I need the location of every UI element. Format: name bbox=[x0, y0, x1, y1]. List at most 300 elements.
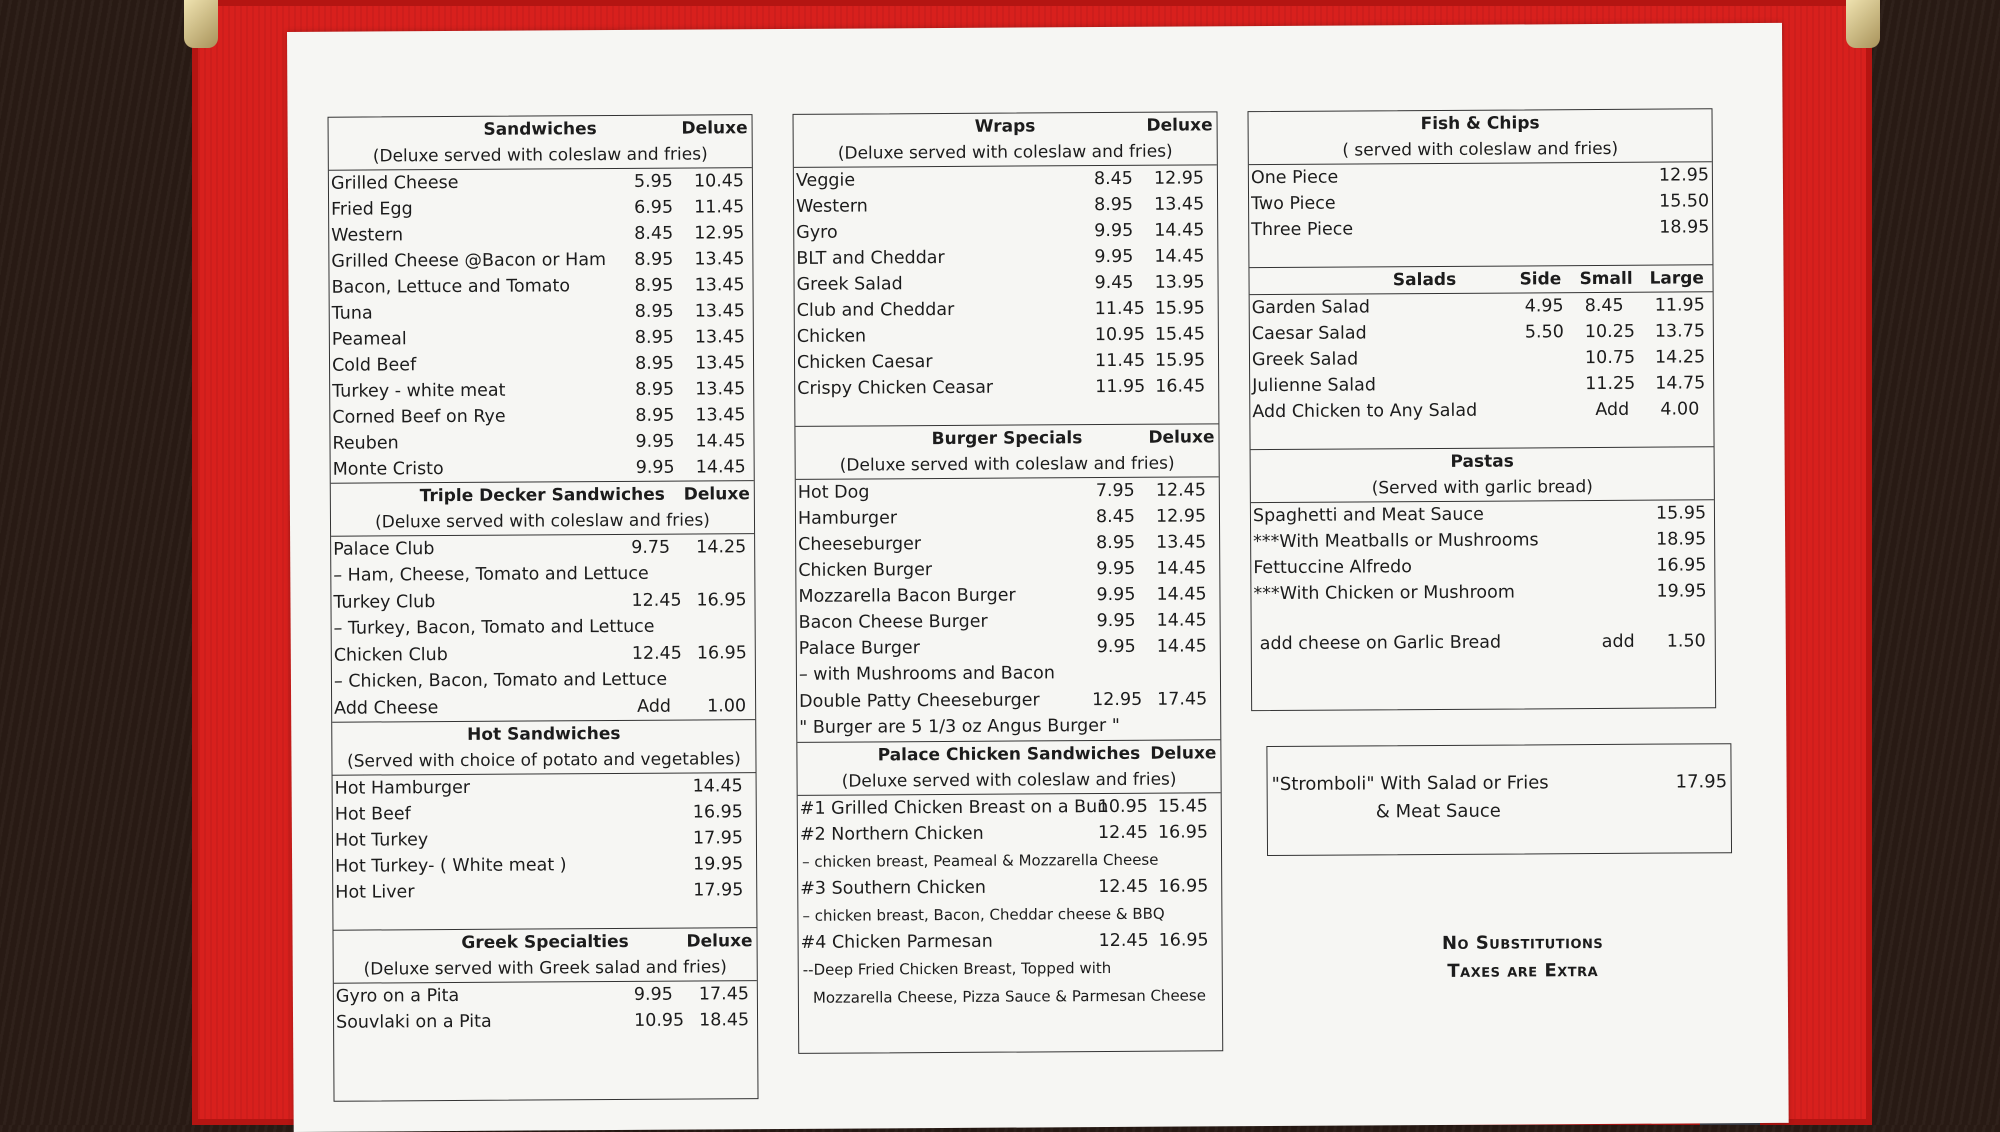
item-name: Add Chicken to Any Salad bbox=[1252, 400, 1478, 423]
price-large: 13.75 bbox=[1654, 321, 1706, 342]
deluxe-heading: Deluxe bbox=[683, 484, 750, 505]
menu-item-row bbox=[1249, 162, 1712, 191]
menu-item-row bbox=[333, 825, 756, 854]
item-price: 17.95 bbox=[693, 880, 744, 901]
menu-item-row bbox=[334, 1007, 757, 1036]
item-deluxe-price: 13.45 bbox=[694, 275, 745, 296]
item-price: 14.45 bbox=[692, 776, 743, 797]
garlic-bread-row bbox=[1252, 628, 1715, 657]
item-name: #3 Southern Chicken bbox=[800, 877, 987, 899]
menu-item-row bbox=[795, 373, 1218, 402]
right-column-box bbox=[1248, 108, 1717, 711]
price-small: 11.25 bbox=[1585, 373, 1636, 395]
item-name: Gyro bbox=[796, 222, 838, 243]
item-name: Western bbox=[331, 225, 404, 246]
add-label: Add bbox=[1595, 399, 1630, 421]
spacer bbox=[1249, 240, 1712, 267]
item-name: Palace Club bbox=[333, 539, 435, 560]
item-name: Gyro on a Pita bbox=[335, 985, 460, 1007]
fish-section bbox=[1249, 109, 1713, 267]
item-deluxe-price: 16.95 bbox=[1158, 876, 1209, 897]
section-title: Triple Decker Sandwiches bbox=[419, 484, 665, 507]
deluxe-heading: Deluxe bbox=[1150, 743, 1217, 764]
section-title: Burger Specials bbox=[931, 428, 1083, 450]
item-deluxe-price: 15.95 bbox=[1154, 298, 1205, 319]
section-title: Greek Specialties bbox=[461, 931, 629, 953]
item-list bbox=[796, 477, 1220, 662]
item-name: Mozzarella Bacon Burger bbox=[798, 585, 1016, 607]
item-name: Peameal bbox=[331, 329, 407, 350]
menu-item-row bbox=[333, 799, 756, 828]
item-name: ***With Meatballs or Mushrooms bbox=[1253, 530, 1539, 553]
item-deluxe-price: 14.45 bbox=[1154, 246, 1205, 267]
item-price: 9.95 bbox=[635, 431, 675, 452]
item-name: Bacon Cheese Burger bbox=[798, 611, 988, 633]
menu-item-row bbox=[333, 877, 756, 906]
item-price: 12.45 bbox=[631, 590, 682, 611]
spacer bbox=[795, 399, 1218, 426]
item-deluxe-price: 16.45 bbox=[1155, 376, 1206, 397]
menu-item-row bbox=[1250, 344, 1713, 373]
column-side: Side bbox=[1519, 269, 1562, 290]
item-name: Souvlaki on a Pita bbox=[335, 1011, 492, 1033]
item-price: 15.50 bbox=[1659, 191, 1710, 212]
item-price: 8.45 bbox=[634, 223, 674, 244]
left-column-box bbox=[328, 114, 759, 1102]
price-large: 14.25 bbox=[1654, 347, 1706, 368]
item-list bbox=[329, 168, 754, 483]
item-price: 18.95 bbox=[1659, 217, 1710, 238]
stromboli-box bbox=[1266, 743, 1732, 856]
item-price: 19.95 bbox=[1656, 581, 1707, 602]
section-header bbox=[1251, 447, 1714, 477]
menu-page bbox=[287, 23, 1789, 1132]
item-price: 10.95 bbox=[633, 1010, 685, 1031]
menu-item-row bbox=[798, 873, 1221, 902]
item-name: Hot Beef bbox=[334, 804, 411, 825]
section-subtitle: ( served with coleslaw and fries) bbox=[1249, 136, 1712, 165]
section-header bbox=[329, 115, 752, 145]
price-side: 5.50 bbox=[1524, 322, 1564, 343]
item-price: 9.95 bbox=[1096, 636, 1136, 658]
item-name: Greek Salad bbox=[796, 274, 903, 295]
item-name: Grilled Cheese bbox=[330, 172, 459, 194]
stromboli-name: "Stromboli" With Salad or Fries bbox=[1271, 772, 1549, 795]
item-price: 8.95 bbox=[1094, 194, 1134, 216]
item-deluxe-price: 13.45 bbox=[694, 249, 745, 270]
item-price: 9.95 bbox=[1096, 610, 1136, 632]
item-price: 15.95 bbox=[1655, 503, 1707, 524]
item-name: Hot Hamburger bbox=[334, 777, 471, 799]
item-name: Hot Liver bbox=[335, 882, 415, 903]
greek-section bbox=[333, 927, 757, 1036]
price-small: 8.45 bbox=[1584, 295, 1624, 317]
item-deluxe-price: 17.45 bbox=[1157, 689, 1208, 710]
item-list bbox=[1249, 162, 1712, 243]
item-deluxe-price: 15.45 bbox=[1157, 796, 1208, 817]
spacer bbox=[333, 903, 756, 930]
section-subtitle: (Deluxe served with Greek salad and fries) bbox=[334, 955, 757, 984]
item-list bbox=[331, 534, 755, 696]
item-price: 7.95 bbox=[1095, 480, 1135, 502]
price-large: 11.95 bbox=[1654, 295, 1705, 316]
item-price: 9.95 bbox=[635, 457, 675, 478]
middle-column-box bbox=[793, 111, 1224, 1054]
item-list bbox=[333, 773, 757, 906]
item-price: 16.95 bbox=[1656, 555, 1707, 576]
item-name: Three Piece bbox=[1251, 219, 1354, 241]
item-deluxe-price: 11.45 bbox=[694, 197, 745, 218]
palace-chicken-section bbox=[797, 739, 1222, 1012]
menu-item-row bbox=[330, 376, 753, 405]
section-header bbox=[333, 928, 756, 958]
item-price: 8.45 bbox=[1095, 506, 1136, 528]
item-list bbox=[1250, 292, 1714, 399]
price-large: 14.75 bbox=[1655, 373, 1706, 394]
right-corner-ornament bbox=[1846, 0, 1880, 48]
section-title: Pastas bbox=[1450, 451, 1514, 472]
item-deluxe-price: 13.45 bbox=[694, 353, 746, 374]
section-title: Palace Chicken Sandwiches bbox=[877, 743, 1141, 766]
salads-section bbox=[1249, 264, 1713, 449]
item-name: Hot Turkey bbox=[334, 830, 429, 851]
menu-item-row bbox=[796, 581, 1219, 610]
item-price: 11.45 bbox=[1094, 350, 1146, 372]
salads-header bbox=[1249, 265, 1712, 295]
add-chicken-row bbox=[1250, 396, 1713, 425]
item-deluxe-price: 14.45 bbox=[695, 431, 746, 452]
parmesan-note: --Deep Fried Chicken Breast, Topped with bbox=[802, 958, 1112, 979]
item-note: – Ham, Cheese, Tomato and Lettuce bbox=[333, 563, 649, 586]
item-note: – chicken breast, Peameal & Mozzarella Cheese bbox=[802, 850, 1159, 871]
menu-item-row bbox=[329, 168, 752, 197]
section-subtitle: (Deluxe served with coleslaw and fries) bbox=[331, 508, 754, 537]
menu-item-row bbox=[794, 191, 1217, 220]
price-small: 10.75 bbox=[1584, 347, 1636, 369]
item-price: 8.95 bbox=[634, 249, 674, 270]
item-deluxe-price: 16.95 bbox=[1158, 930, 1209, 951]
item-deluxe-price: 15.95 bbox=[1154, 350, 1206, 371]
item-name: Club and Cheddar bbox=[796, 299, 955, 321]
item-deluxe-price: 12.45 bbox=[1155, 480, 1206, 501]
menu-item-row bbox=[329, 246, 752, 275]
menu-item-row bbox=[329, 194, 752, 223]
item-name: Veggie bbox=[795, 170, 856, 191]
item-name: Hot Turkey- ( White meat ) bbox=[335, 855, 567, 877]
item-name: Corned Beef on Rye bbox=[332, 406, 506, 428]
item-list bbox=[794, 165, 1218, 402]
item-name: #4 Chicken Parmesan bbox=[800, 931, 993, 953]
item-name: Reuben bbox=[332, 433, 399, 454]
item-name: One Piece bbox=[1250, 167, 1339, 189]
item-price: 9.75 bbox=[631, 537, 671, 558]
item-deluxe-price: 14.45 bbox=[1156, 558, 1207, 579]
item-name: Turkey - white meat bbox=[332, 380, 506, 402]
triple-decker-section bbox=[331, 480, 755, 722]
item-list bbox=[334, 981, 757, 1036]
item-name: Hot Dog bbox=[797, 482, 870, 503]
item-note: – chicken breast, Bacon, Cheddar cheese & BBQ bbox=[802, 904, 1165, 925]
item-price: 10.95 bbox=[1097, 796, 1148, 818]
menu-item-row bbox=[795, 347, 1218, 376]
item-name: Julienne Salad bbox=[1252, 375, 1377, 397]
menu-item-row bbox=[797, 633, 1220, 662]
item-deluxe-price: 14.25 bbox=[696, 537, 747, 558]
item-deluxe-price: 13.45 bbox=[695, 405, 746, 426]
menu-item-row bbox=[330, 324, 753, 353]
menu-item-row bbox=[794, 269, 1217, 298]
item-name: Crispy Chicken Ceasar bbox=[797, 377, 994, 399]
menu-item-row bbox=[331, 534, 754, 563]
item-price: 8.95 bbox=[635, 405, 675, 426]
section-subtitle: (Deluxe served with coleslaw and fries) bbox=[329, 142, 752, 171]
menu-item-row bbox=[332, 640, 755, 669]
menu-item-row bbox=[1250, 318, 1713, 347]
add-label: Add bbox=[637, 696, 672, 717]
section-subtitle: (Deluxe served with coleslaw and fries) bbox=[794, 139, 1217, 168]
menu-item-row bbox=[1251, 552, 1714, 581]
section-header bbox=[795, 424, 1218, 454]
item-name: Chicken Club bbox=[333, 645, 448, 666]
item-price: 9.95 bbox=[1094, 246, 1134, 268]
menu-item-row bbox=[798, 927, 1221, 956]
item-price: 1.00 bbox=[707, 696, 747, 717]
menu-item-row bbox=[796, 529, 1219, 558]
taxes-text: Taxes are Extra bbox=[1447, 960, 1599, 982]
item-list bbox=[798, 793, 1222, 956]
item-deluxe-price: 14.45 bbox=[1154, 220, 1205, 241]
section-title: Sandwiches bbox=[483, 119, 597, 140]
add-cheese-row bbox=[332, 693, 755, 722]
item-name: Spaghetti and Meat Sauce bbox=[1252, 504, 1484, 527]
item-deluxe-price: 16.95 bbox=[1157, 822, 1209, 843]
item-deluxe-price: 13.45 bbox=[695, 379, 746, 400]
menu-item-row bbox=[797, 686, 1220, 715]
menu-item-row bbox=[795, 295, 1218, 324]
item-name: Hamburger bbox=[797, 508, 898, 529]
menu-item-row bbox=[1249, 188, 1712, 217]
menu-item-row bbox=[797, 607, 1220, 636]
item-note: – Chicken, Bacon, Tomato and Lettuce bbox=[333, 669, 668, 692]
item-list bbox=[1251, 500, 1715, 607]
menu-item-row bbox=[1250, 292, 1713, 321]
item-price: 8.95 bbox=[634, 275, 674, 296]
item-price: 16.95 bbox=[692, 802, 743, 823]
item-name: #1 Grilled Chicken Breast on a Bun bbox=[799, 796, 1109, 819]
no-substitutions-text: No Substitutions bbox=[1441, 931, 1604, 954]
section-header bbox=[1249, 109, 1712, 139]
item-price: 18.95 bbox=[1656, 529, 1707, 550]
item-name: add cheese on Garlic Bread bbox=[1259, 632, 1502, 655]
item-price: 8.95 bbox=[634, 301, 674, 322]
stromboli-price: 17.95 bbox=[1675, 771, 1728, 793]
menu-item-row bbox=[1251, 578, 1714, 607]
spacer bbox=[1252, 604, 1715, 631]
item-price: 12.45 bbox=[1098, 876, 1149, 898]
item-name: Cold Beef bbox=[331, 355, 417, 376]
menu-item-row bbox=[794, 243, 1217, 272]
item-price: 8.45 bbox=[1093, 168, 1133, 190]
item-deluxe-price: 13.45 bbox=[1156, 532, 1207, 553]
item-price: 11.95 bbox=[1095, 376, 1146, 398]
deluxe-heading: Deluxe bbox=[681, 118, 748, 139]
stromboli-subtext: & Meat Sauce bbox=[1375, 800, 1501, 823]
parmesan-note: Mozzarella Cheese, Pizza Sauce & Parmesan Cheese bbox=[812, 986, 1206, 1007]
section-subtitle: (Served with garlic bread) bbox=[1251, 474, 1714, 503]
deluxe-heading: Deluxe bbox=[1148, 427, 1215, 448]
column-small: Small bbox=[1579, 268, 1633, 290]
section-subtitle: (Deluxe served with coleslaw and fries) bbox=[796, 451, 1219, 480]
item-deluxe-price: 13.45 bbox=[694, 327, 746, 348]
item-deluxe-price: 13.45 bbox=[1154, 194, 1205, 215]
item-price: 17.95 bbox=[692, 828, 744, 849]
item-name: Cheeseburger bbox=[798, 534, 922, 555]
item-name: Bacon, Lettuce and Tomato bbox=[331, 276, 571, 298]
item-price: 9.95 bbox=[1094, 220, 1134, 242]
hot-sandwiches-section bbox=[332, 719, 756, 930]
item-name: Two Piece bbox=[1251, 193, 1336, 215]
section-subtitle: (Deluxe served with coleslaw and fries) bbox=[798, 767, 1221, 796]
add-label: add bbox=[1601, 631, 1635, 652]
item-deluxe-price: 17.45 bbox=[698, 984, 750, 1005]
item-name: Turkey Club bbox=[333, 592, 436, 613]
item-deluxe-price: 16.95 bbox=[696, 643, 747, 664]
section-header bbox=[332, 720, 755, 750]
section-title: Salads bbox=[1392, 269, 1457, 291]
item-name: Palace Burger bbox=[798, 638, 920, 659]
menu-item-row bbox=[330, 298, 753, 327]
menu-item-row bbox=[798, 793, 1221, 822]
item-price: 12.45 bbox=[1098, 930, 1149, 952]
item-deluxe-price: 14.45 bbox=[695, 457, 746, 478]
item-price: 4.00 bbox=[1660, 399, 1700, 420]
menu-item-row bbox=[1251, 526, 1714, 555]
item-deluxe-price: 10.45 bbox=[693, 171, 745, 192]
menu-item-row bbox=[796, 477, 1219, 506]
column-large: Large bbox=[1649, 268, 1704, 289]
price-side: 4.95 bbox=[1524, 296, 1564, 317]
menu-item-row bbox=[330, 350, 753, 379]
item-price: 9.95 bbox=[1096, 584, 1136, 606]
menu-item-row bbox=[329, 272, 752, 301]
wraps-section bbox=[794, 112, 1219, 426]
item-price: 9.95 bbox=[633, 984, 673, 1005]
item-name: Tuna bbox=[331, 303, 373, 324]
menu-item-row bbox=[795, 321, 1218, 350]
item-price: 8.95 bbox=[1096, 532, 1136, 554]
item-deluxe-price: 13.95 bbox=[1154, 272, 1205, 293]
item-name: Grilled Cheese @Bacon or Ham bbox=[331, 250, 607, 272]
item-price: 11.45 bbox=[1094, 298, 1145, 320]
item-price: 12.95 bbox=[1092, 689, 1143, 711]
section-title: Fish & Chips bbox=[1420, 113, 1540, 135]
item-name: Chicken Burger bbox=[798, 560, 933, 581]
item-name: ***With Chicken or Mushroom bbox=[1253, 582, 1515, 605]
menu-item-row bbox=[796, 555, 1219, 584]
item-price: 12.95 bbox=[1658, 165, 1710, 186]
menu-item-row bbox=[1249, 214, 1712, 243]
menu-item-row bbox=[331, 587, 754, 616]
menu-item-row bbox=[330, 402, 753, 431]
item-name: Chicken Caesar bbox=[796, 352, 933, 373]
item-price: 1.50 bbox=[1666, 631, 1706, 652]
item-name: #2 Northern Chicken bbox=[799, 823, 984, 845]
section-title: Wraps bbox=[974, 116, 1036, 137]
item-deluxe-price: 13.45 bbox=[694, 301, 745, 322]
burger-section bbox=[795, 423, 1220, 742]
item-name: Garden Salad bbox=[1251, 297, 1370, 319]
item-name: Monte Cristo bbox=[332, 459, 444, 480]
item-price: 8.95 bbox=[634, 327, 674, 348]
item-deluxe-price: 12.95 bbox=[694, 223, 745, 244]
item-deluxe-price: 14.45 bbox=[1156, 610, 1207, 631]
item-price: 6.95 bbox=[634, 197, 674, 218]
item-deluxe-price: 15.45 bbox=[1154, 324, 1206, 345]
item-price: 8.95 bbox=[635, 379, 675, 400]
item-name: Fried Egg bbox=[331, 199, 413, 220]
sandwiches-section bbox=[329, 115, 754, 483]
item-price: 12.45 bbox=[631, 643, 682, 664]
item-price: 8.95 bbox=[634, 353, 675, 374]
section-title: Hot Sandwiches bbox=[467, 723, 621, 745]
item-name: Fettuccine Alfredo bbox=[1253, 557, 1412, 579]
menu-item-row bbox=[333, 851, 756, 880]
item-deluxe-price: 14.45 bbox=[1156, 636, 1207, 657]
menu-item-row bbox=[798, 819, 1221, 848]
item-price: 12.45 bbox=[1097, 822, 1149, 844]
item-note: – Turkey, Bacon, Tomato and Lettuce bbox=[333, 616, 655, 639]
item-deluxe-price: 14.45 bbox=[1156, 584, 1207, 605]
section-header bbox=[797, 740, 1220, 770]
item-name: BLT and Cheddar bbox=[796, 247, 945, 269]
item-name: Greek Salad bbox=[1251, 349, 1359, 371]
item-price: 19.95 bbox=[693, 854, 744, 875]
menu-item-row bbox=[1250, 370, 1713, 399]
palace-burger-note: – with Mushrooms and Bacon bbox=[798, 663, 1055, 685]
pastas-section bbox=[1251, 446, 1715, 657]
section-header bbox=[331, 481, 754, 511]
menu-item-row bbox=[329, 220, 752, 249]
menu-item-row bbox=[1251, 500, 1714, 529]
item-name: Double Patty Cheeseburger bbox=[799, 690, 1040, 712]
deluxe-heading: Deluxe bbox=[1146, 115, 1213, 136]
menu-item-row bbox=[796, 503, 1219, 532]
item-price: 9.45 bbox=[1094, 272, 1134, 294]
item-name: Add Cheese bbox=[334, 698, 439, 719]
angus-note: " Burger are 5 1/3 oz Angus Burger " bbox=[799, 715, 1120, 738]
menu-item-row bbox=[331, 454, 754, 483]
item-deluxe-price: 18.45 bbox=[698, 1010, 750, 1031]
spacer bbox=[1250, 422, 1713, 449]
deluxe-heading: Deluxe bbox=[686, 931, 753, 952]
price-small: 10.25 bbox=[1584, 321, 1636, 343]
item-price: 5.95 bbox=[633, 171, 673, 192]
menu-item-row bbox=[794, 165, 1217, 194]
item-price: 9.95 bbox=[1096, 558, 1136, 580]
item-deluxe-price: 12.95 bbox=[1153, 168, 1205, 189]
left-corner-ornament bbox=[184, 0, 218, 48]
menu-item-row bbox=[334, 981, 757, 1010]
item-name: Chicken bbox=[796, 326, 867, 347]
menu-item-row bbox=[330, 428, 753, 457]
item-deluxe-price: 12.95 bbox=[1155, 506, 1207, 527]
section-header bbox=[794, 112, 1217, 142]
menu-item-row bbox=[333, 773, 756, 802]
menu-item-row bbox=[794, 217, 1217, 246]
item-name: Western bbox=[796, 196, 868, 217]
item-deluxe-price: 16.95 bbox=[696, 590, 747, 611]
item-name: Caesar Salad bbox=[1251, 323, 1367, 345]
